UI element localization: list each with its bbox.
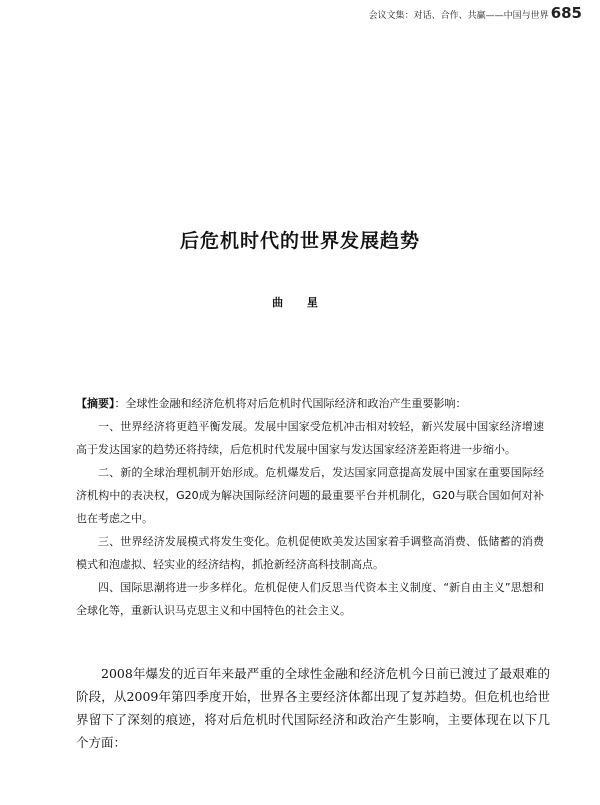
abstract-intro [76,392,544,415]
abstract-point: 一、世界经济将更趋平衡发展。发展中国家受危机冲击相对较轻，新兴发展中国家经济增速高于发达国家的趋势还将持续，后危机时代发展中国家与发达国家经济差距将进一步缩小。 [76,420,544,456]
page-number: 685 [550,4,582,22]
abstract-point: 四、国际思潮将进一步多样化。危机促使人们反思当代资本主义制度、“新自由主义”思想和全球化等，重新认识马克思主义和中国特色的社会主义。 [76,581,544,617]
body-text [76,662,550,754]
abstract [76,392,544,622]
running-title: 会议文集：对话、合作、共赢——中国与世界 [368,11,549,21]
author-name: 曲 星 [272,296,328,309]
article-title: 后危机时代的世界发展趋势 [179,230,420,252]
abstract-intro-text: ：全球性金融和经济危机将对后危机时代国际经济和政治产生重要影响： [114,397,467,410]
abstract-point: 三、世界经济发展模式将发生变化。危机促使欧美发达国家着手调整高消费、低储蓄的消费模式和泡虚拟、轻实业的经济结构，抓抢新经济高科技制高点。 [76,535,544,571]
body-paragraph: 2008年爆发的近百年来最严重的全球性金融和经济危机今日前已渡过了最艰难的阶段，从2009年第四季度开始，世界各主要经济体都出现了复苏趋势。但危机也给世界留下了深刻的痕迹，将对后危机时代国际经济和政治产生影响，主要体现在以下几个方面： [76,666,550,750]
abstract-label: 【摘要】 [76,397,115,410]
abstract-point: 二、新的全球治理机制开始形成。危机爆发后，发达国家同意提高发展中国家在重要国际经济机构中的表决权，G20成为解决国际经济问题的最重要平台并机制化，G20与联合国如何对补也在考虑之中。 [76,466,544,525]
running-header [369,4,582,22]
